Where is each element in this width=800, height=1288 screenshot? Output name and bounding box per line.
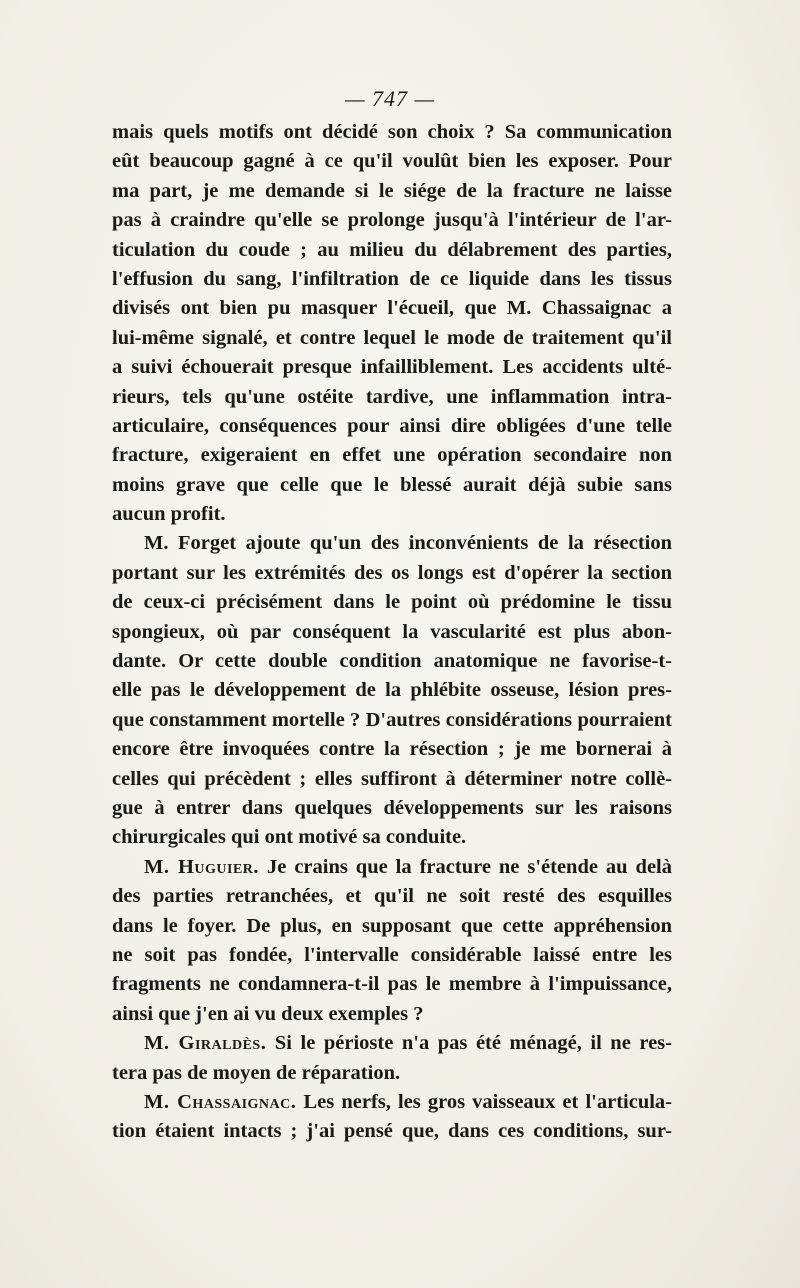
line-text: fracture, exigeraient en effet une opération secondaire non <box>112 444 672 467</box>
line-text: spongieux, où par conséquent la vascularité est plus abon- <box>112 620 672 643</box>
speaker-name: M. Giraldès. <box>144 1032 267 1055</box>
text-line <box>112 500 672 529</box>
text-line <box>112 1117 672 1146</box>
line-text: des parties retranchées, et qu'il ne soit resté des esquilles <box>112 885 672 908</box>
text-line <box>112 853 672 882</box>
line-text: tion étaient intacts ; j'ai pensé que, dans ces conditions, sur- <box>112 1120 672 1143</box>
text-line <box>112 1088 672 1117</box>
line-text: mais quels motifs ont décidé son choix ? Sa communication <box>112 121 672 143</box>
text-line <box>112 265 672 294</box>
text-line <box>112 1029 672 1058</box>
line-text: Si le périoste n'a pas été ménagé, il ne res- <box>266 1032 672 1055</box>
page-number: — 747 — <box>344 86 436 111</box>
line-text: que constamment mortelle ? D'autres considérations pourraient <box>112 708 672 731</box>
text-line <box>112 823 672 852</box>
text-line <box>112 529 672 558</box>
text-line <box>112 735 672 764</box>
line-text: moins grave que celle que le blessé aurait déjà subie sans <box>112 473 672 496</box>
line-text: ainsi que j'en ai vu deux exemples ? <box>112 1002 424 1025</box>
line-text: M. Forget ajoute qu'un des inconvénients de la résection <box>144 532 672 555</box>
line-text: eût beaucoup gagné à ce qu'il voulût bien les exposer. Pour <box>112 150 672 173</box>
text-line <box>112 618 672 647</box>
line-text: rieurs, tels qu'une ostéite tardive, une inflammation intra- <box>112 385 672 408</box>
line-text: ne soit pas fondée, l'intervalle considérable laissé entre les <box>112 943 672 966</box>
line-text: articulaire, conséquences pour ainsi dire obligées d'une telle <box>112 414 672 437</box>
line-text: portant sur les extrémités des os longs est d'opérer la section <box>112 561 672 584</box>
text-line <box>112 412 672 441</box>
text-line <box>112 236 672 265</box>
line-text: l'effusion du sang, l'infiltration de ce liquide dans les tissus <box>112 267 672 290</box>
text-line <box>112 970 672 999</box>
line-text: ma part, je me demande si le siége de la fracture ne laisse <box>112 179 672 202</box>
text-line <box>112 588 672 617</box>
line-text: Les nerfs, les gros vaisseaux et l'articula- <box>296 1090 672 1113</box>
text-line <box>112 147 672 176</box>
text-line <box>112 765 672 794</box>
text-line <box>112 1059 672 1088</box>
text-line <box>112 1000 672 1029</box>
text-line <box>112 383 672 412</box>
line-text: divisés ont bien pu masquer l'écueil, que M. Chassaignac a <box>112 297 672 320</box>
text-line <box>112 118 672 147</box>
line-text: lui-même signalé, et contre lequel le mode de traitement qu'il <box>112 326 672 349</box>
text-line <box>112 441 672 470</box>
line-text: chirurgicales qui ont motivé sa conduite. <box>112 826 467 849</box>
line-text: ticulation du coude ; au milieu du délabrement des parties, <box>112 238 672 261</box>
line-text: tera pas de moyen de réparation. <box>112 1061 401 1084</box>
line-text: a suivi échouerait presque infailliblement. Les accidents ulté- <box>112 356 672 379</box>
text-line <box>112 324 672 353</box>
line-text: fragments ne condamnera-t-il pas le membre à l'impuissance, <box>112 973 672 996</box>
line-text: celles qui précèdent ; elles suffiront à déterminer notre collè- <box>112 767 672 790</box>
text-line <box>112 676 672 705</box>
line-text: de ceux-ci précisément dans le point où prédomine le tissu <box>112 591 672 614</box>
line-text: Je crains que la fracture ne s'étende au delà <box>259 855 672 878</box>
text-line <box>112 882 672 911</box>
line-text: gue à entrer dans quelques développements sur les raisons <box>112 796 672 819</box>
line-text: dans le foyer. De plus, en supposant que cette appréhension <box>112 914 672 937</box>
speaker-name: M. Huguier. <box>144 855 260 878</box>
line-text: elle pas le développement de la phlébite osseuse, lésion pres- <box>112 679 672 702</box>
speaker-name: M. Chassaignac. <box>144 1090 297 1113</box>
text-line <box>112 177 672 206</box>
line-text: aucun profit. <box>112 503 226 526</box>
line-text: pas à craindre qu'elle se prolonge jusqu'à l'intérieur de l'ar- <box>112 209 672 232</box>
text-line <box>112 294 672 323</box>
text-line <box>112 706 672 735</box>
text-line <box>112 471 672 500</box>
body-text <box>112 118 672 1147</box>
text-line <box>112 206 672 235</box>
text-line <box>112 559 672 588</box>
text-line <box>112 941 672 970</box>
text-line <box>112 912 672 941</box>
line-text: encore être invoquées contre la résection ; je me bornerai à <box>112 738 672 761</box>
text-line <box>112 353 672 382</box>
line-text: dante. Or cette double condition anatomique ne favorise-t- <box>112 650 672 673</box>
text-line <box>112 794 672 823</box>
text-line <box>112 647 672 676</box>
